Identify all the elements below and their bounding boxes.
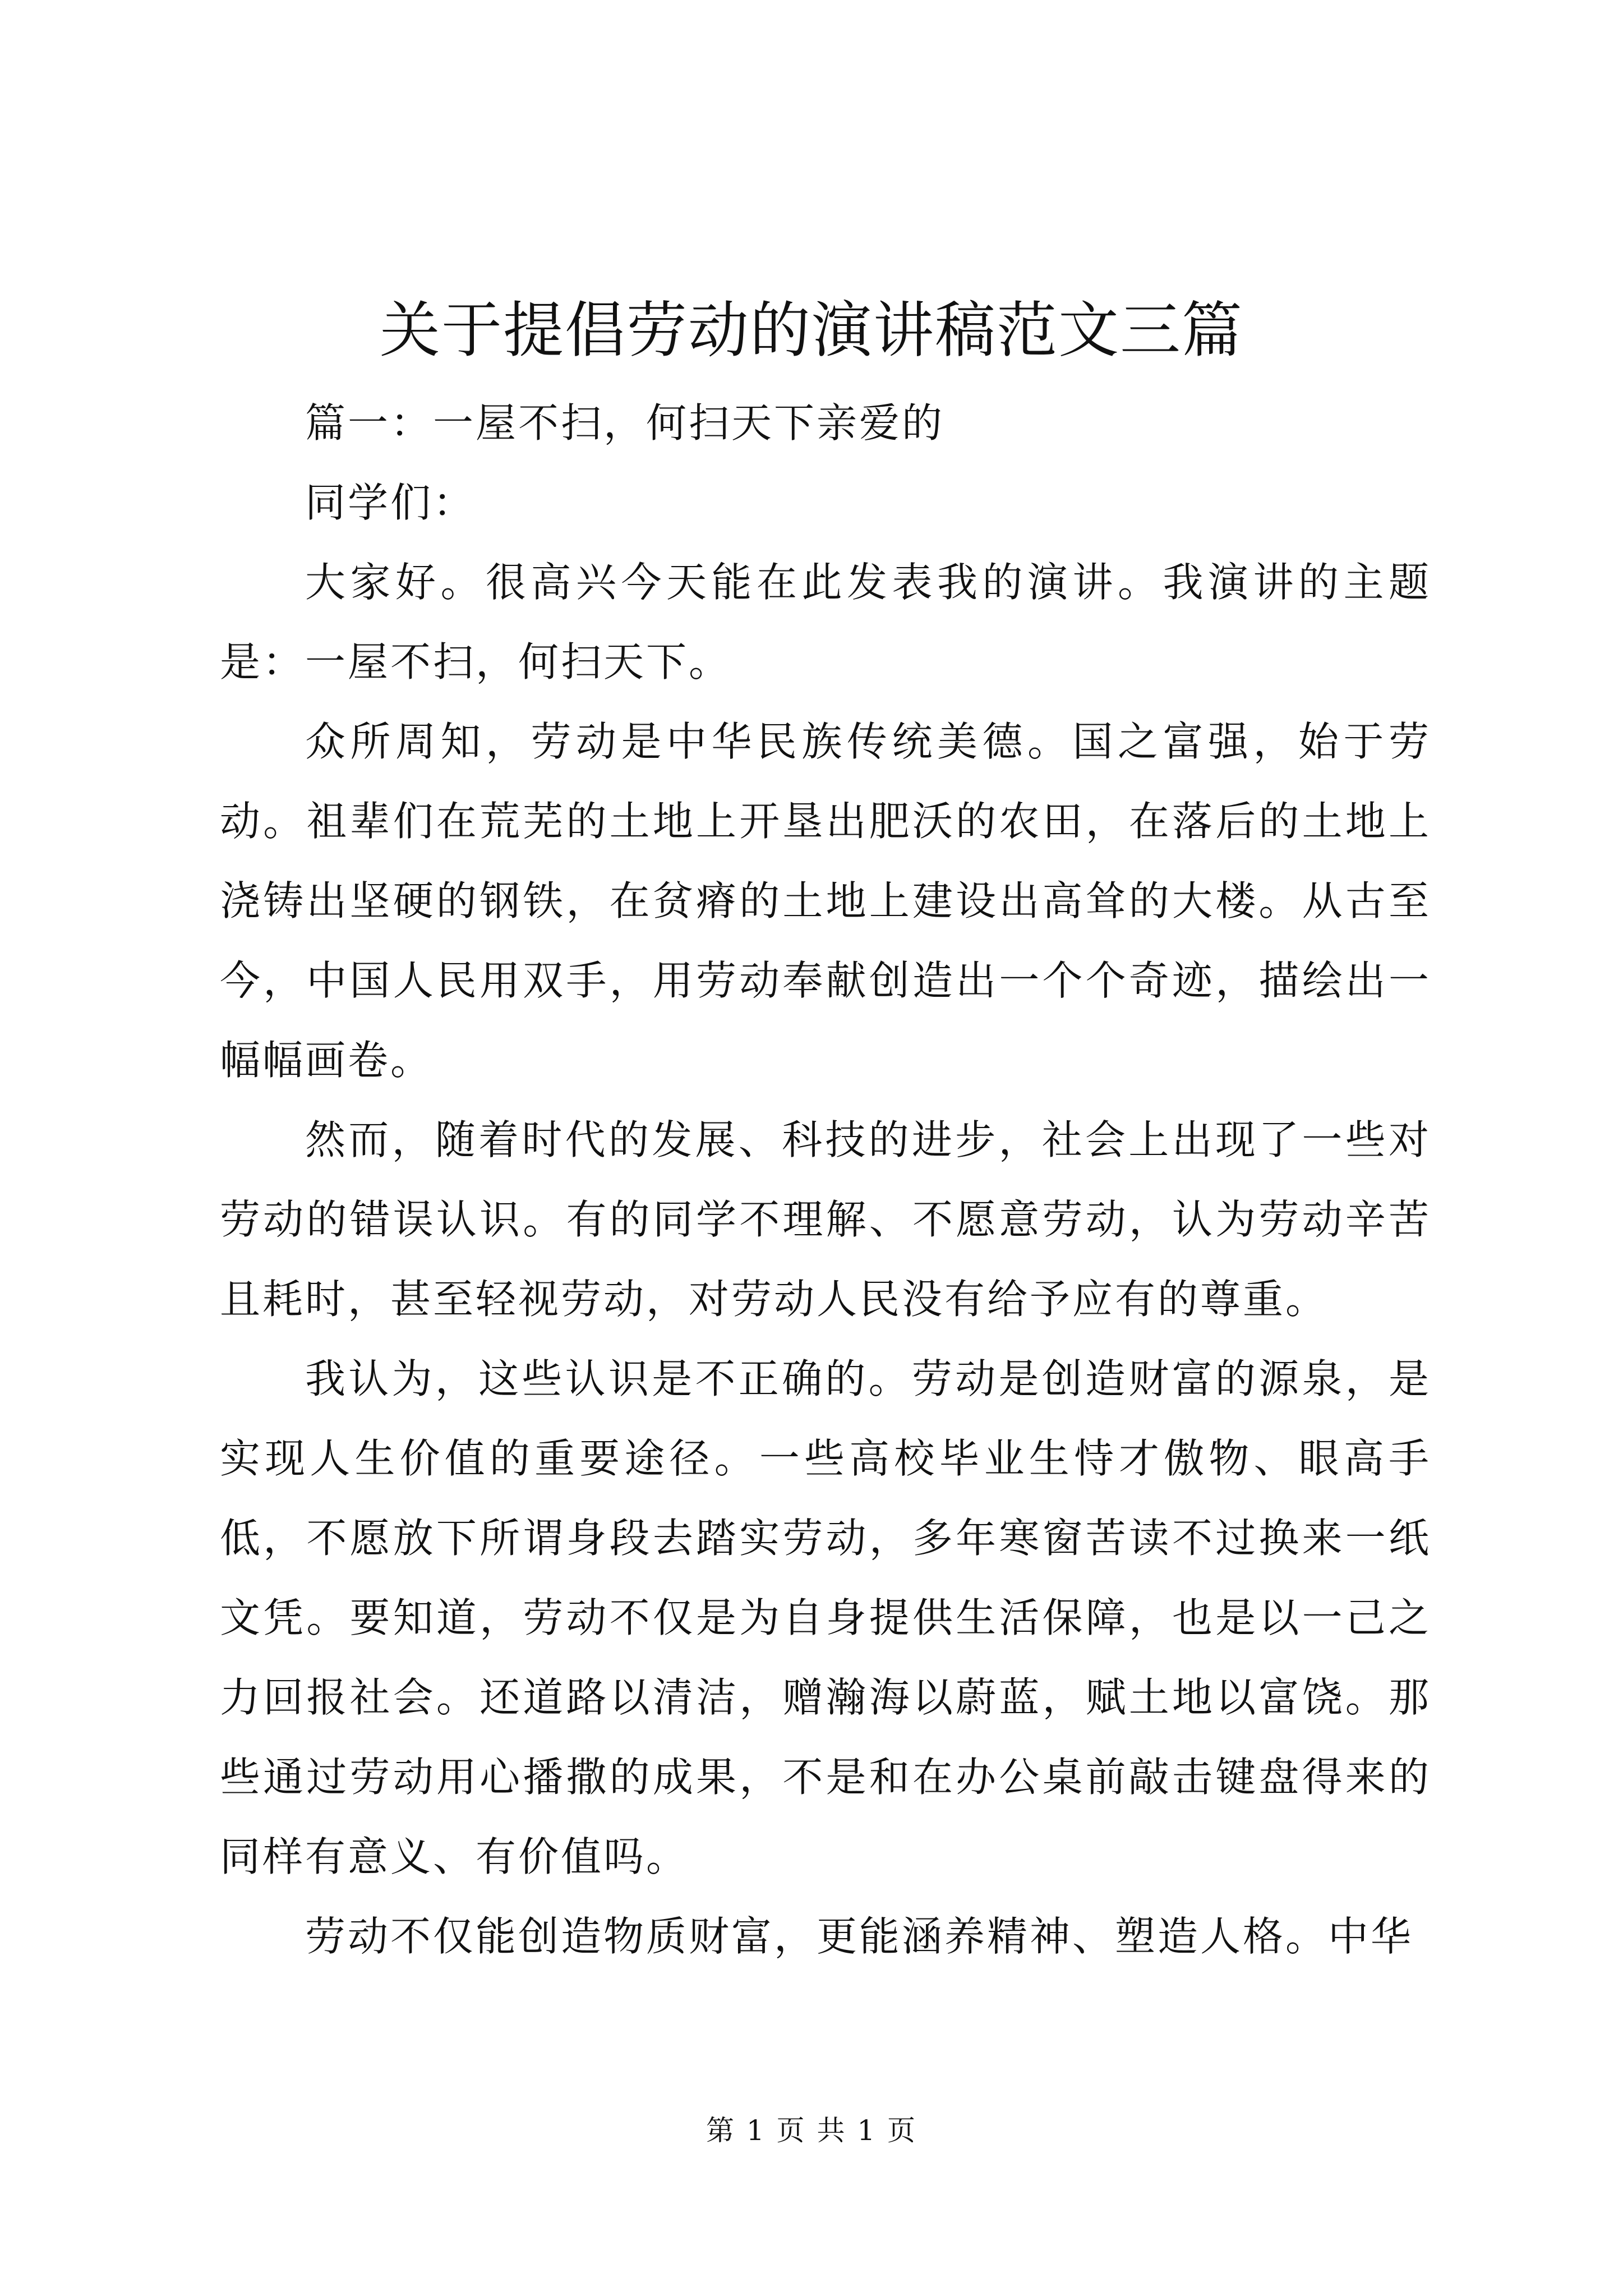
paragraph-spirit-of-labor: 劳动不仅能创造物质财富，更能涵养精神、塑造人格。中华: [305, 1913, 1414, 1960]
document-body: [220, 383, 1431, 1976]
paragraph-salutation: 同学们：: [305, 479, 476, 526]
paragraph-section-heading: 篇一：一屋不扫，何扫天下亲爱的: [305, 399, 945, 447]
page-number-footer: 第 1 页 共 1 页: [706, 2114, 917, 2147]
document-title: 关于提倡劳动的演讲稿范文三篇: [379, 296, 1243, 366]
paragraph-labor-tradition: 众所周知，劳动是中华民族传统美德。国之富强，始于劳动。祖辈们在荒芜的土地上开垦出肥沃的农田，在落后的土地上浇铸出坚硬的钢铁，在贫瘠的土地上建设出高耸的大楼。从古至今，中国人民用双手，用劳动奉献创造出一个个奇迹，描绘出一幅幅画卷。: [220, 718, 1431, 1084]
paragraph-value-of-labor: 我认为，这些认识是不正确的。劳动是创造财富的源泉，是实现人生价值的重要途径。一些高校毕业生恃才傲物、眼高手低，不愿放下所谓身段去踏实劳动，多年寒窗苦读不过换来一纸文凭。要知道，劳动不仅是为自身提供生活保障，也是以一己之力回报社会。还道路以清洁，赠瀚海以蔚蓝，赋土地以富饶。那些通过劳动用心播撒的成果，不是和在办公桌前敲击键盘得来的同样有意义、有价值吗。: [220, 1355, 1431, 1880]
paragraph-greeting: 大家好。很高兴今天能在此发表我的演讲。我演讲的主题是：一屋不扫，何扫天下。: [220, 559, 1431, 685]
paragraph-misconceptions: 然而，随着时代的发展、科技的进步，社会上出现了一些对劳动的错误认识。有的同学不理解、不愿意劳动，认为劳动辛苦且耗时，甚至轻视劳动，对劳动人民没有给予应有的尊重。: [220, 1116, 1431, 1323]
